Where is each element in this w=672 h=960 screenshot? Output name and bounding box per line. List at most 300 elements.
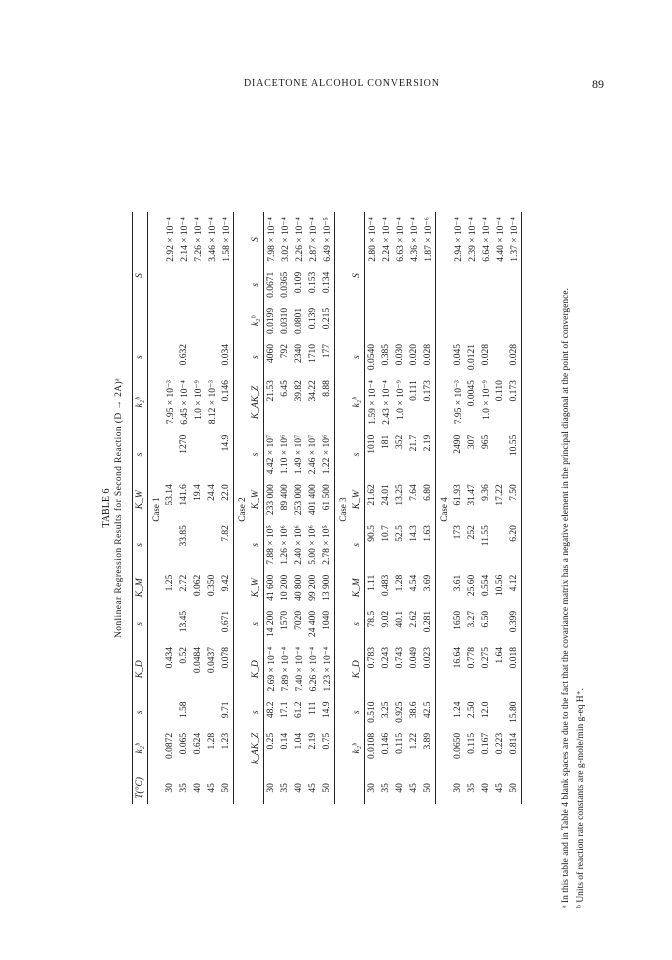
table-cell bbox=[249, 769, 264, 804]
case-label-text: Case 4 bbox=[438, 497, 449, 522]
table-row bbox=[320, 212, 335, 804]
table-cell: 965 bbox=[481, 434, 491, 449]
table-cell: 2.43 × 10⁻⁴ bbox=[381, 380, 392, 425]
table-cell bbox=[163, 339, 177, 375]
table-cell: 2.87 × 10⁻⁴ bbox=[308, 217, 319, 262]
case-label bbox=[234, 212, 250, 804]
table-row bbox=[407, 212, 421, 804]
table-cell: k_AK_Z bbox=[249, 728, 264, 769]
table-cell: 0.0437 bbox=[207, 646, 217, 674]
table-cell: 1.28 bbox=[395, 574, 405, 592]
table-cell: 0.281 bbox=[421, 606, 436, 642]
table-row bbox=[493, 212, 507, 804]
table-cell: 61.93 bbox=[453, 484, 463, 506]
table-cell: 6.50 bbox=[481, 610, 491, 628]
table-row bbox=[306, 212, 320, 804]
table-cell: 39.82 bbox=[294, 380, 304, 402]
table-cell: 0.399 bbox=[507, 606, 522, 642]
table-row bbox=[393, 212, 407, 804]
table-cell: 6.45 × 10⁻⁴ bbox=[179, 380, 190, 425]
table-cell: S bbox=[249, 212, 264, 267]
table-cell: 0.350 bbox=[207, 574, 217, 597]
table-cell: 0.510 bbox=[367, 701, 377, 723]
table-cell: 253 000 bbox=[294, 484, 304, 516]
table-cell: K_M bbox=[350, 570, 365, 606]
table-cell: 2.46 × 10⁷ bbox=[308, 434, 318, 475]
table-cell: K_D bbox=[133, 642, 148, 697]
table-cell: 21.62 bbox=[367, 484, 377, 506]
table-cell: 1650 bbox=[453, 610, 463, 630]
table-cell: 0.110 bbox=[495, 380, 505, 402]
table-cell: 2340 bbox=[294, 344, 304, 364]
table-cell: 7020 bbox=[294, 610, 304, 630]
table-cell: 0.146 bbox=[381, 732, 391, 755]
table-cell: 0.434 bbox=[165, 646, 175, 669]
table-row bbox=[278, 212, 292, 804]
table-cell: 0.062 bbox=[193, 574, 203, 597]
table-cell: 9.42 bbox=[219, 570, 234, 606]
table-cell: K_D bbox=[249, 642, 264, 697]
table-cell: 0.483 bbox=[381, 574, 391, 597]
table-cell: s bbox=[249, 430, 264, 480]
table-row bbox=[451, 212, 465, 804]
column-header-row bbox=[133, 212, 148, 804]
table-cell: 1.0 × 10⁻⁹ bbox=[193, 380, 204, 420]
table-cell: 233 000 bbox=[266, 484, 276, 516]
table-cell: 78.5 bbox=[367, 610, 377, 628]
table-cell: 1.0 × 10⁻⁹ bbox=[481, 380, 492, 420]
table-cell: 7.98 × 10⁻⁴ bbox=[266, 217, 277, 262]
table-cell: 1.58 × 10⁻⁴ bbox=[219, 212, 234, 339]
table-cell: 0.215 bbox=[320, 303, 335, 339]
table-cell bbox=[191, 606, 205, 642]
table-cell: 0.25 bbox=[266, 732, 276, 750]
table-cell: 50 bbox=[421, 769, 436, 804]
table-cell: 50 bbox=[320, 769, 335, 804]
table-cell: 3.25 bbox=[381, 701, 391, 719]
table-row bbox=[163, 212, 177, 804]
table-cell: 89 400 bbox=[280, 484, 290, 511]
table-cell: 9.36 bbox=[481, 484, 491, 501]
table-cell: S bbox=[133, 212, 148, 339]
table-cell: 8.12 × 10⁻³ bbox=[207, 380, 218, 425]
table-cell: 1.24 bbox=[453, 701, 463, 719]
table-cell: 61.2 bbox=[294, 701, 304, 719]
table-cell: 2.24 × 10⁻⁴ bbox=[381, 217, 392, 262]
table-cell: 252 bbox=[467, 525, 477, 540]
table-cell: 2.50 bbox=[467, 701, 477, 719]
table-cell: 45 bbox=[495, 783, 505, 793]
table-cell: 0.0872 bbox=[165, 732, 175, 760]
table-cell: 2.40 × 10⁶ bbox=[294, 525, 304, 565]
table-cell: 0.0484 bbox=[193, 646, 203, 674]
table-cell: 14.3 bbox=[409, 525, 419, 542]
table-cell: 10.55 bbox=[507, 430, 522, 480]
table-cell: 4.12 bbox=[507, 570, 522, 606]
table-cell: 13 900 bbox=[320, 570, 335, 606]
table-row bbox=[507, 212, 522, 804]
table-cell: s bbox=[249, 520, 264, 570]
table-cell bbox=[205, 339, 219, 375]
table-cell: 9.02 bbox=[381, 610, 391, 628]
table-cell: 2.94 × 10⁻⁴ bbox=[453, 217, 464, 262]
table-cell bbox=[163, 606, 177, 642]
table-cell: 0.115 bbox=[467, 732, 477, 754]
table-cell: 1.49 × 10⁷ bbox=[294, 434, 304, 475]
page-number: 89 bbox=[592, 77, 604, 91]
table-cell: 2.19 bbox=[421, 430, 436, 480]
table-cell: 0.065 bbox=[179, 732, 189, 755]
table-cell: s bbox=[249, 697, 264, 728]
table-cell: 10.7 bbox=[381, 525, 391, 542]
table-cell: 4.54 bbox=[409, 574, 419, 592]
table-cell: 50 bbox=[507, 769, 522, 804]
table-cell: 30 bbox=[165, 783, 175, 793]
table-cell: 7.50 bbox=[507, 479, 522, 520]
table-cell: 42.5 bbox=[421, 697, 436, 728]
table-cell: 3.27 bbox=[467, 610, 477, 628]
case-label bbox=[436, 212, 452, 804]
table-cell: 0.173 bbox=[507, 375, 522, 430]
table-cell: 31.47 bbox=[467, 484, 477, 506]
table-cell: 14.9 bbox=[219, 430, 234, 480]
table-cell: 1.10 × 10⁶ bbox=[280, 434, 290, 475]
table-cell bbox=[493, 430, 507, 480]
table-cell: 61 500 bbox=[320, 479, 335, 520]
case-label-text: Case 3 bbox=[337, 497, 348, 522]
table-cell: 0.020 bbox=[409, 344, 419, 366]
table-cell: 0.814 bbox=[507, 728, 522, 769]
table-cell: 0.671 bbox=[219, 606, 234, 642]
table-cell: 3.02 × 10⁻⁴ bbox=[280, 217, 291, 262]
table-cell: 3.61 bbox=[453, 574, 463, 592]
table-cell: 30 bbox=[266, 783, 276, 793]
table-cell: 0.275 bbox=[481, 646, 491, 669]
table-cell: 4.42 × 10⁷ bbox=[266, 434, 276, 475]
table-cell: K_AK_Z bbox=[249, 375, 264, 430]
table-cell: 19.4 bbox=[193, 484, 203, 501]
table-cell: s bbox=[350, 339, 365, 375]
table-cell: 0.078 bbox=[219, 642, 234, 697]
table-cell: K_W bbox=[249, 479, 264, 520]
table-cell: 25.60 bbox=[467, 574, 477, 597]
case-label-text: Case 2 bbox=[236, 497, 247, 522]
table-cell: 2.14 × 10⁻⁴ bbox=[179, 217, 190, 262]
table-cell bbox=[493, 339, 507, 375]
table-cell: 9.71 bbox=[219, 697, 234, 728]
table-row bbox=[365, 212, 380, 804]
table-cell: 13.45 bbox=[179, 610, 189, 633]
table-cell: 1.87 × 10⁻⁶ bbox=[421, 212, 436, 339]
table-cell: 1.22 × 10⁶ bbox=[320, 430, 335, 480]
table-cell bbox=[205, 520, 219, 570]
table-row bbox=[191, 212, 205, 804]
table-cell: 40 bbox=[481, 783, 491, 793]
table-cell: 7.95 × 10⁻³ bbox=[453, 380, 464, 425]
table-cell: 6.64 × 10⁻⁴ bbox=[481, 217, 492, 262]
table-cell: 33.85 bbox=[179, 525, 189, 547]
case-label bbox=[335, 212, 351, 804]
table-cell bbox=[350, 769, 365, 804]
table-cell: 0.028 bbox=[507, 339, 522, 375]
table-cell: 6.63 × 10⁻⁴ bbox=[395, 217, 406, 262]
table-row bbox=[219, 212, 234, 804]
table-cell: 173 bbox=[453, 525, 463, 540]
table-cell: s bbox=[133, 697, 148, 728]
table-cell: 1010 bbox=[367, 434, 377, 454]
table-cell: 90.5 bbox=[367, 525, 377, 542]
table-cell: 24.01 bbox=[381, 484, 391, 506]
table-cell: K_W bbox=[350, 479, 365, 520]
table-cell: 6.20 bbox=[507, 520, 522, 570]
table-cell: 6.26 × 10⁻⁴ bbox=[308, 646, 319, 692]
table-cell: 1.23 bbox=[219, 728, 234, 769]
table-row bbox=[205, 212, 219, 804]
table-cell: 3.46 × 10⁻⁴ bbox=[207, 217, 218, 262]
table-cell: 1.58 bbox=[179, 701, 189, 719]
column-header-row bbox=[350, 212, 365, 804]
table-cell: 34.22 bbox=[308, 380, 318, 402]
table-cell: 7.88 × 10⁵ bbox=[266, 525, 276, 565]
table-cell: 2.78 × 10⁵ bbox=[320, 520, 335, 570]
table-cell: 3.69 bbox=[421, 570, 436, 606]
table-cell: 0.925 bbox=[395, 701, 405, 723]
table-cell: 14.9 bbox=[320, 697, 335, 728]
table-cell: 6.49 × 10⁻⁵ bbox=[320, 212, 335, 267]
table-cell: 1.22 bbox=[409, 732, 419, 750]
table-cell: 35 bbox=[179, 783, 189, 793]
table-cell: 0.0671 bbox=[266, 271, 276, 298]
table-cell: 1710 bbox=[308, 344, 318, 364]
table-cell: s bbox=[133, 520, 148, 570]
table-cell: 0.223 bbox=[495, 732, 505, 755]
table-cell: 2.72 bbox=[179, 574, 189, 592]
table-cell: K_D bbox=[350, 642, 365, 697]
table-cell: 35 bbox=[467, 783, 477, 793]
table-cell: 0.030 bbox=[395, 344, 405, 366]
table-cell: K_W bbox=[249, 570, 264, 606]
table-cell bbox=[493, 520, 507, 570]
table-cell: 5.00 × 10⁶ bbox=[308, 525, 318, 565]
table-title: Nonlinear Regression Results for Second Reaction (D → 2A)ᵃ bbox=[114, 377, 124, 639]
table-cell: s bbox=[350, 606, 365, 642]
table-cell: 3.89 bbox=[421, 728, 436, 769]
table-cell: 7.82 bbox=[219, 520, 234, 570]
table-cell: 13.25 bbox=[395, 484, 405, 506]
table-cell: 7.64 bbox=[409, 484, 419, 501]
table-cell: 8.88 bbox=[320, 375, 335, 430]
table-cell: 0.167 bbox=[481, 732, 491, 755]
case-label bbox=[148, 212, 164, 804]
table-cell: K_M bbox=[133, 570, 148, 606]
table-cell: 7.26 × 10⁻⁴ bbox=[193, 217, 204, 262]
table-cell: 0.0801 bbox=[294, 307, 304, 335]
table-cell: 12.0 bbox=[481, 701, 491, 719]
table-cell: 0.783 bbox=[367, 646, 377, 669]
table-cell: 0.028 bbox=[421, 339, 436, 375]
table-cell: 1040 bbox=[320, 606, 335, 642]
table-row bbox=[177, 212, 191, 804]
table-cell: 2.69 × 10⁻⁴ bbox=[266, 646, 277, 692]
table-cell: 0.243 bbox=[381, 646, 391, 669]
table-cell: 1.28 bbox=[207, 732, 217, 750]
table-cell: 48.2 bbox=[266, 701, 276, 719]
table-cell: 1.11 bbox=[367, 574, 377, 591]
table-cell: 40.1 bbox=[395, 610, 405, 628]
table-cell: 45 bbox=[308, 783, 318, 793]
table-cell: 15.80 bbox=[507, 697, 522, 728]
footnote-a: ᵃ In this table and in Table 4 blank spaces are due to the fact that the covariance matrix has a negative element in the principal diagonal at the point of convergence. bbox=[561, 288, 571, 908]
table-cell: 0.52 bbox=[179, 646, 189, 664]
table-cell: k₂ᵇ bbox=[249, 303, 264, 339]
page-header bbox=[0, 78, 672, 94]
table-cell: 21.7 bbox=[409, 434, 419, 452]
table-cell: s bbox=[133, 339, 148, 375]
table-cell: 0.75 bbox=[320, 728, 335, 769]
regression-table bbox=[132, 212, 522, 804]
table-cell: 0.0540 bbox=[367, 344, 377, 371]
table-cell: 0.14 bbox=[280, 732, 290, 750]
table-cell: 0.0199 bbox=[266, 307, 276, 335]
table-cell: 17.22 bbox=[495, 484, 505, 506]
table-cell: 177 bbox=[320, 339, 335, 375]
table-cell: 30 bbox=[453, 783, 463, 793]
table-cell: k₂ᵇ bbox=[350, 728, 365, 769]
table-cell: 50 bbox=[219, 769, 234, 804]
table-cell bbox=[191, 520, 205, 570]
table-cell: 1.26 × 10⁶ bbox=[280, 525, 290, 565]
rotated-table-block bbox=[100, 108, 570, 908]
table-cell: 0.0650 bbox=[453, 732, 463, 760]
table-cell: 7.95 × 10⁻³ bbox=[165, 380, 176, 425]
table-cell: k₂ᵇ bbox=[133, 728, 148, 769]
table-cell: 0.624 bbox=[193, 732, 203, 755]
table-cell: 7.40 × 10⁻⁴ bbox=[294, 646, 305, 692]
table-cell: s bbox=[249, 606, 264, 642]
table-cell: 352 bbox=[395, 434, 405, 449]
table-cell: 792 bbox=[280, 344, 290, 359]
table-cell bbox=[493, 697, 507, 728]
table-cell: 99 200 bbox=[308, 574, 318, 601]
table-cell: s bbox=[350, 520, 365, 570]
table-cell bbox=[493, 606, 507, 642]
table-cell: 35 bbox=[280, 783, 290, 793]
table-cell: 0.023 bbox=[421, 642, 436, 697]
table-row bbox=[379, 212, 393, 804]
table-cell: 17.1 bbox=[280, 701, 290, 719]
table-cell: s bbox=[350, 430, 365, 480]
table-row bbox=[479, 212, 493, 804]
table-cell bbox=[163, 430, 177, 480]
table-cell: s bbox=[133, 430, 148, 480]
table-cell: 4.36 × 10⁻⁴ bbox=[409, 217, 420, 262]
table-cell: 38.6 bbox=[409, 701, 419, 719]
table-cell: 2.80 × 10⁻⁴ bbox=[367, 217, 378, 262]
table-row bbox=[292, 212, 306, 804]
table-cell: 2490 bbox=[453, 434, 463, 454]
table-cell: 40 bbox=[193, 783, 203, 793]
footnote-b: ᵇ Units of reaction rate constants are g-mole/min g-eq H⁺. bbox=[576, 687, 586, 908]
table-cell: 181 bbox=[381, 434, 391, 449]
table-cell: 0.0365 bbox=[280, 271, 290, 298]
table-cell: 0.743 bbox=[395, 646, 405, 669]
table-cell: 0.153 bbox=[308, 271, 318, 294]
table-cell: 0.109 bbox=[294, 271, 304, 294]
table-cell: k₂ᵇ bbox=[133, 375, 148, 430]
table-cell: 1.25 bbox=[165, 574, 175, 592]
table-row bbox=[465, 212, 479, 804]
table-cell: S bbox=[350, 212, 365, 339]
table-cell: 0.049 bbox=[409, 646, 419, 669]
table-cell: 6.80 bbox=[421, 479, 436, 520]
table-cell: 4.40 × 10⁻⁴ bbox=[495, 217, 506, 262]
table-cell: K_W bbox=[133, 479, 148, 520]
table-cell: 1.0 × 10⁻⁹ bbox=[395, 380, 406, 420]
table-label: TABLE 6 bbox=[101, 488, 112, 528]
table-cell: 0.115 bbox=[395, 732, 405, 754]
table-cell: 0.018 bbox=[507, 642, 522, 697]
table-cell: s bbox=[249, 267, 264, 303]
table-cell: 1270 bbox=[179, 434, 189, 454]
table-cell: 21.53 bbox=[266, 380, 276, 402]
table-cell: 0.0108 bbox=[367, 732, 377, 760]
table-cell: 0.632 bbox=[179, 344, 189, 366]
table-cell: 401 400 bbox=[308, 484, 318, 516]
table-cell: 0.134 bbox=[320, 267, 335, 303]
table-cell: 2.92 × 10⁻⁴ bbox=[165, 217, 176, 262]
table-cell: T(°C) bbox=[133, 769, 148, 804]
table-cell: 1.64 bbox=[495, 646, 505, 664]
table-cell: 45 bbox=[409, 783, 419, 793]
table-cell: 2.19 bbox=[308, 732, 318, 750]
table-cell: 307 bbox=[467, 434, 477, 449]
table-cell: 10.56 bbox=[495, 574, 505, 597]
table-cell: 35 bbox=[381, 783, 391, 793]
column-header-row bbox=[249, 212, 264, 804]
table-cell: 111 bbox=[308, 701, 318, 716]
table-cell bbox=[205, 697, 219, 728]
table-cell: 1.37 × 10⁻⁴ bbox=[507, 212, 522, 339]
table-cell: 10 200 bbox=[280, 574, 290, 601]
table-cell: 0.111 bbox=[409, 380, 419, 401]
table-cell: 52.5 bbox=[395, 525, 405, 542]
table-cell: s bbox=[350, 697, 365, 728]
table-cell: 11.55 bbox=[481, 525, 491, 547]
table-cell: 2.39 × 10⁻⁴ bbox=[467, 217, 478, 262]
table-cell: 6.45 bbox=[280, 380, 290, 397]
table-cell: 24.4 bbox=[207, 484, 217, 501]
table-cell: 7.89 × 10⁻⁴ bbox=[280, 646, 291, 692]
table-cell: 0.173 bbox=[421, 375, 436, 430]
table-cell: 0.045 bbox=[453, 344, 463, 366]
table-cell: s bbox=[249, 339, 264, 375]
running-head: DIACETONE ALCOHOL CONVERSION bbox=[244, 78, 440, 89]
table-cell: 40 bbox=[294, 783, 304, 793]
table-cell: 0.385 bbox=[381, 344, 391, 366]
table-cell: 41 600 bbox=[266, 574, 276, 601]
table-cell: 0.028 bbox=[481, 344, 491, 366]
table-cell: 0.0045 bbox=[467, 380, 477, 407]
table-cell: 141.6 bbox=[179, 484, 189, 506]
table-cell: 1.23 × 10⁻⁴ bbox=[320, 642, 335, 697]
table-cell: s bbox=[133, 606, 148, 642]
table-cell: 1.63 bbox=[421, 520, 436, 570]
table-cell: 14 200 bbox=[266, 610, 276, 637]
table-row bbox=[264, 212, 279, 804]
table-cell: 16.64 bbox=[453, 646, 463, 669]
table-cell bbox=[205, 606, 219, 642]
table-cell bbox=[163, 697, 177, 728]
